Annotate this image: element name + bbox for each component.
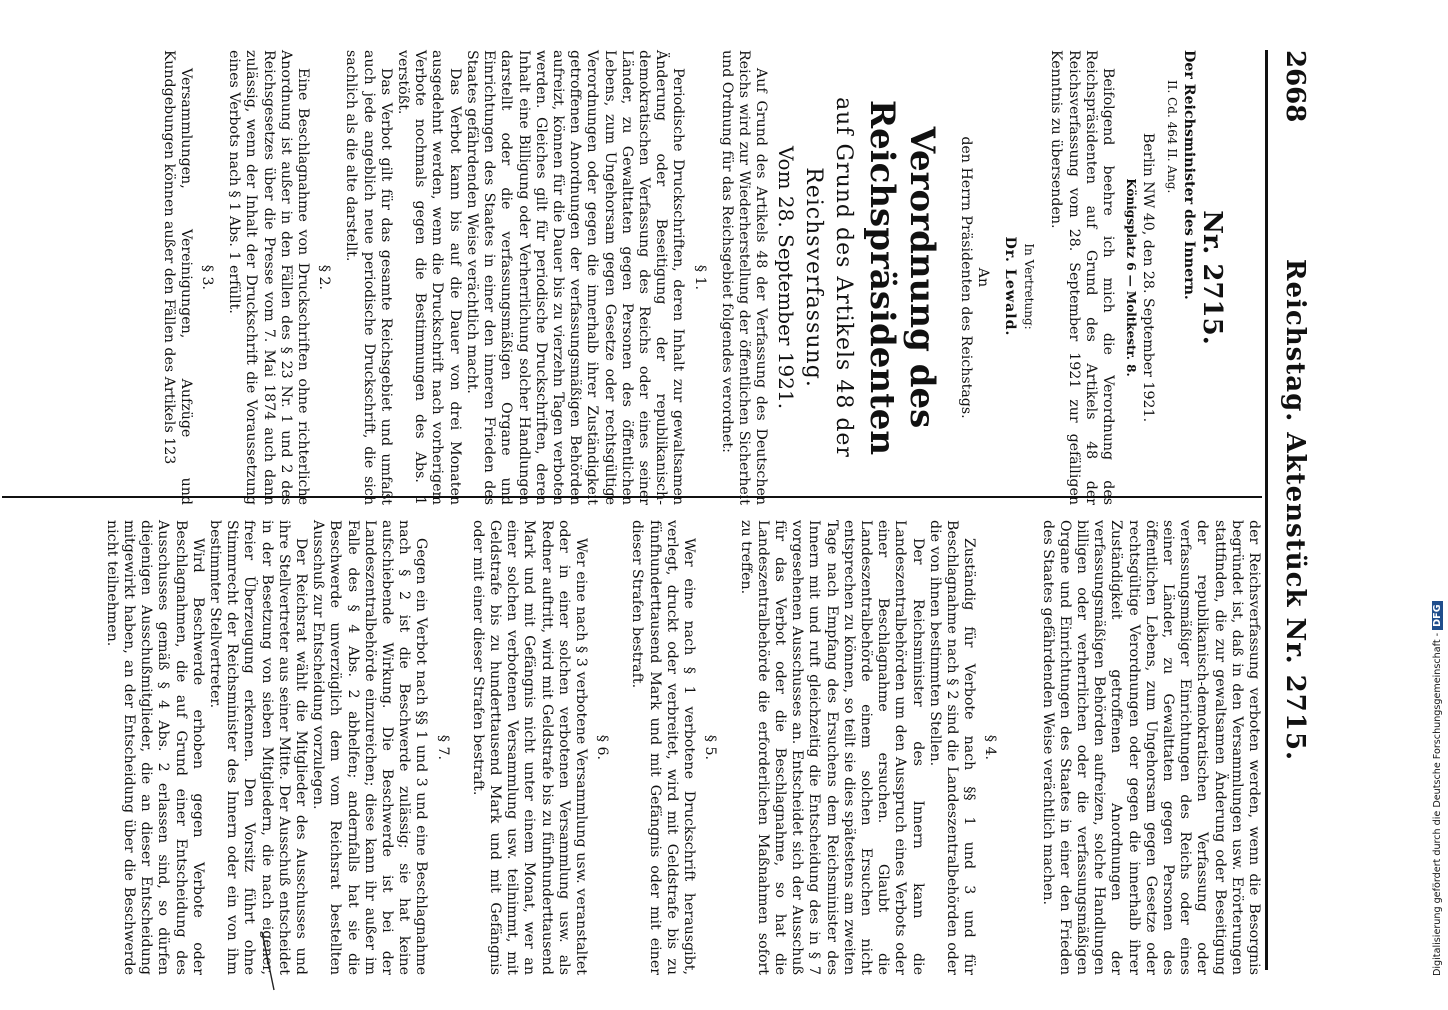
cover-letter: Beifolgend beehre ich mich die Verordnung des Reichspräsidenten auf Grund des Artikels 48 der Reichsverfassung vom 28. September 1921 zur gefälligen Kenntnis zu übersenden. [1048,50,1116,505]
header-rule [1265,50,1268,970]
section-1-text-3: Das Verbot gilt für das gesamte Reichsgebiet und umfaßt auch jede angeblich neue periodische Druckschrift, die sich sachlich als die alte darstellt. [343,50,394,505]
section-5-heading: § 5. [702,734,719,761]
document-number: Nr. 2715. [1197,210,1227,345]
page-number: 2668 [1280,50,1310,123]
in-vertretung: In Vertretung: [1022,243,1037,330]
an: An [974,267,991,288]
decree-title: Verordnung des Reichspräsidenten [862,99,943,456]
section-2-text: Eine Beschlagnahme von Druckschriften ohne richterliche Anordnung ist außer in den Fällen des § 23 Nr. 1 und 2 des Reichsgesetzes über die Presse vom 7. Mai 1874 auch dann zulässig, wenn der Inhalt der Druckschrift die Voraussetzung eines Verbots nach § 1 Abs. 1 erfüllt. [226,50,312,505]
sender: Der Reichsminister des Innern. [1180,50,1197,300]
section-6-text: Wer eine nach § 3 verbotene Versammlung usw. veranstaltet oder in einer solchen verbotenen Versammlung usw. als Redner auftritt, wird mit Geldstrafe bis zu fünfhunderttausend Mark und mit Gefängnis nicht unter einem Monat, wer an einer solchen verbotenen Versammlung usw. teilnimmt, mit Geldstrafe bis zu hunderttausend Mark und mit Gefängnis oder mit einer dieser Strafen bestraft. [469,520,590,975]
section-7-text: Gegen ein Verbot nach §§ 1 und 3 und eine Beschlagnahme nach § 2 ist die Beschwerde zulässig; sie hat keine aufschiebende Wirkung. Die Beschwerde ist bei der Landeszentralbehörde einzureichen; diese kann ihr außer im Falle des § 4 Abs. 2 abhelfen; andernfalls hat sie die Beschwerde unverzüglich dem vom Reichsrat bestellten Ausschuß zur Entscheidung vorzulegen. [310,520,430,975]
section-3-continued: der Reichsverfassung verboten werden, wenn die Besorgnis begründet ist, daß in den Versammlungen usw. Erörterungen stattfinden, die zur gewaltsamen Änderung oder Beseitigung der republikanisch-demokratischen Verfassung oder verfassungsmäßiger Einrichtungen des Reichs oder eines seiner Länder, zu Gewalttaten gegen Personen des öffentlichen Lebens, zum Ungehorsam gegen Gesetze oder rechtsgültige Verordnungen oder gegen die innerhalb ihrer Zuständigkeit getroffenen Anordnungen der verfassungsmäßigen Behörden aufreizen, solche Handlungen billigen oder verherrlichen oder die verfassungsmäßigen Organe und Einrichtungen des Staates in einer den Frieden des Staates gefährdenden Weise verächtlich machen. [1039,520,1262,975]
section-1-text: Periodische Druckschriften, deren Inhalt zur gewaltsamen Änderung oder Beseitigung der republikanisch-demokratischen Verfassung des Reichs oder eines seiner Länder, zu Gewalttaten gegen Personen des öffentlichen Lebens, zum Ungehorsam gegen Gesetze oder rechtsgültige Verordnungen oder gegen die innerhalb ihrer Zuständigkeit getroffenen Anordnungen der verfassungsmäßigen Behörden aufreizt, können für die Dauer bis zu vierzehn Tagen verboten werden. Gleiches gilt für periodische Druckschriften, deren Inhalt eine Billigung oder Verherrlichung solcher Handlungen darstellt oder die verfassungsmäßigen Organe und Einrichtungen des Staates in einer den inneren Frieden des Staates gefährdenden Weise verächtlich macht. [463,50,687,505]
section-4-heading: § 4. [982,734,999,761]
decree-subtitle: auf Grund des Artikels 48 der Reichsverfassung. [801,97,857,458]
dfg-logo: DFG [1432,601,1443,629]
section-3-text: Versammlungen, Vereinigungen, Aufzüge und Kundgebungen können außer den Fällen des Artikels 123 [160,50,194,505]
section-4-text-2: Der Reichsminister des Innern kann die Landeszentralbehörden um den Ausspruch eines Verbots oder einer Beschlagnahme ersuchen. Glaubt die Landeszentralbehörde einem solchen Ersuchen nicht entsprechen zu können, so teilt sie dies spätestens am zweiten Tage nach Empfang des Ersuchens dem Reichsminister des Innern mit und ruft gleichzeitig die Entscheidung des in § 7 vorgesehenen Ausschusses an. Entscheidet sich der Ausschuß für das Verbot oder die Beschlagnahme, so hat die Landeszentralbehörde die erforderlichen Maßnahmen sofort zu treffen. [737,520,926,975]
right-column [103,520,1262,975]
section-7-text-3: Wird Beschwerde erhoben gegen Verbote oder Beschlagnahmen, die auf Grund einer Entscheidung des Ausschusses gemäß § 4 Abs. 2 erlassen sind, so dürfen diejenigen Ausschußmitglieder, die an dieser Entscheidung mitgewirkt haben, an der Entscheidung über die Beschwerde nicht teilnehmen. [103,520,206,975]
preamble: Auf Grund des Artikels 48 der Verfassung des Deutschen Reichs wird zur Wiederherstellung der öffentlichen Sicherheit und Ordnung für das Reichsgebiet folgendes verordnet: [718,50,770,505]
digitization-text: Digitalisierung gefördert durch die Deutsche Forschungsgemeinschaft - [1432,632,1443,976]
section-6-heading: § 6. [594,734,611,761]
address: Königsplatz 6 — Moltkestr. 8. [1124,178,1139,377]
section-7-text-2: Der Reichsrat wählt die Mitglieder des Ausschusses und ihre Stellvertreter aus seiner Mitte. Der Ausschuß entscheidet in der Besetzung von sieben Mitgliedern, die nach eigener, freier Überzeugung erkennen. Den Vorsitz führt ohne Stimmrecht der Reichsminister des Innern oder ein von ihm bestimmter Stellvertreter. [207,520,310,975]
signature: Dr. Lewald. [1001,236,1018,337]
section-5-text: Wer eine nach § 1 verbotene Druckschrift herausgibt, verlegt, druckt oder verbreitet, wird mit Geldstrafe bis zu fünfhunderttausend Mark und mit Gefängnis oder mit einer dieser Strafen bestraft. [629,520,698,975]
digitization-note [1418,6,1443,976]
running-title: Reichstag. Aktenstück Nr. 2715. [1280,258,1310,762]
pencil-mark [260,930,280,1010]
section-7-heading: § 7. [434,734,451,761]
recipient: den Herrn Präsidenten des Reichstags. [957,136,974,419]
section-1-text-2: Das Verbot kann bis auf die Dauer von drei Monaten ausgedehnt werden, wenn die Druckschrift nach vorherigem Verbote nochmals gegen die Bestimmungen des Abs. 1 verstößt. [395,50,463,505]
page-header [1270,50,1310,970]
place-date: Berlin NW 40, den 28. September 1921. [1140,132,1157,423]
reference: II. Cd. 464 II. Ang. [1164,80,1179,194]
decree-date: Vom 28. September 1921. [774,145,799,410]
section-2-heading: § 2. [316,264,333,291]
section-1-heading: § 1. [691,264,708,291]
left-column [159,50,1262,505]
section-3-heading: § 3. [199,264,216,291]
section-4-text: Zuständig für Verbote nach §§ 1 und 3 und für Beschlagnahme nach § 2 sind die Landeszentralbehörden oder die von ihnen bestimmten Stellen. [926,520,978,975]
